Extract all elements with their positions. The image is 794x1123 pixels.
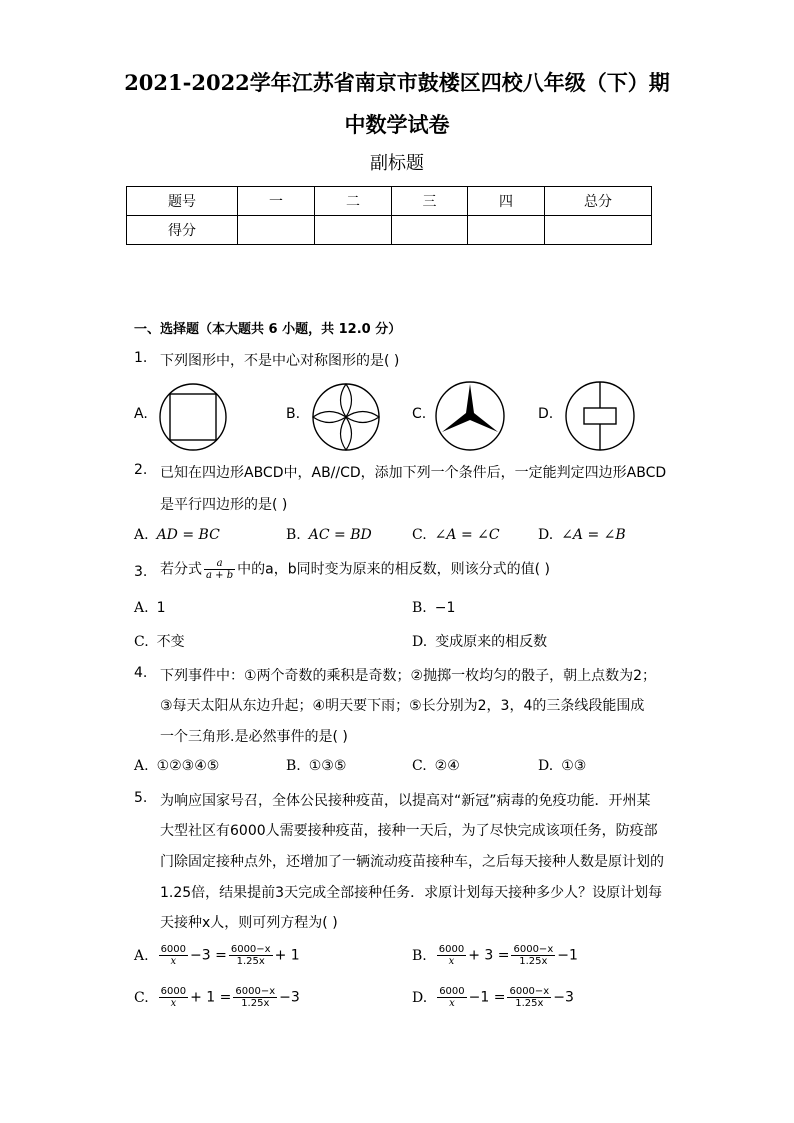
question-number: 5. [134,790,148,806]
option-text: ①③⑤ [308,758,347,774]
fraction [437,944,466,967]
score-input-cell[interactable] [545,216,652,245]
fraction-numerator: a [204,558,235,570]
score-input-cell[interactable] [468,216,545,245]
fraction-numerator: 6000−x [509,986,550,997]
option-d[interactable] [412,986,574,1009]
question-text-line: 门除固定接种点外，还增加了一辆流动疫苗接种车，之后每天接种人数是原计划的 [160,854,664,870]
fraction [511,944,555,967]
option-label: B. [412,600,427,616]
question-text: 下列图形中，不是中心对称图形的是( ) [160,353,400,369]
fraction-numerator: 6000−x [513,944,554,955]
option-text: 1 [156,600,166,616]
score-cell: 总分 [545,187,652,216]
equation-mid: + 1 = [190,989,232,1006]
equation-mid: + 3 = [468,947,510,964]
subtitle: 副标题 [370,153,424,174]
option-label: C. [412,758,427,774]
option-d[interactable] [412,631,547,651]
option-d[interactable] [538,527,626,543]
option-text: AC = BD [308,527,372,543]
option-text: ①③ [561,758,587,774]
option-label: B. [412,947,427,964]
question-text-line: 为响应国家号召，全体公民接种疫苗，以提高对“新冠”病毒的免疫功能．开州某 [160,793,651,809]
equation-mid: −3 = [190,947,227,964]
option-b[interactable] [286,758,346,774]
option-a[interactable] [134,527,220,543]
question-text-pre: 若分式 [160,561,202,578]
question-number: 4. [134,665,148,681]
exam-title [100,62,694,146]
figure-d-circle-rectangle-icon [564,380,636,452]
option-b[interactable] [412,944,578,967]
fraction [229,944,273,967]
fraction-numerator: 6000−x [235,986,276,997]
score-cell: 题号 [127,187,238,216]
fraction-denominator: 1.25x [515,998,544,1009]
option-label: D. [412,634,428,650]
option-label: D. [538,527,554,543]
question-text-line: 天接种x人，则可列方程为( ) [160,915,338,931]
fraction-numerator: 6000 [160,986,187,997]
option-label: A. [134,758,149,774]
option-label: A. [134,600,149,616]
question-text-line: 下列事件中：①两个奇数的乘积是奇数；②抛掷一枚均匀的骰子，朝上点数为2； [160,668,657,684]
score-table-score-row [127,216,652,245]
question-text-line: 一个三角形.是必然事件的是( ) [160,729,348,745]
section-heading: 一、选择题（本大题共 6 小题，共 12.0 分） [134,322,402,337]
score-cell: 四 [468,187,545,216]
option-label: B. [286,527,301,543]
question-text-post: 中的a，b同时变为原来的相反数，则该分式的值( ) [237,561,550,578]
question-text-line: 已知在四边形ABCD中，AB//CD，添加下列一个条件后，一定能判定四边形ABCD [160,465,667,481]
option-text: AD = BC [156,527,220,543]
option-label: C. [412,406,427,422]
fraction-denominator: x [170,998,177,1009]
option-label: C. [134,634,149,650]
option-text: 不变 [156,634,185,650]
option-label: A. [134,406,148,422]
fraction [437,986,466,1009]
option-b[interactable] [412,600,455,616]
score-input-cell[interactable] [392,216,468,245]
title-line-1: 2021-2022学年江苏省南京市鼓楼区四校八年级（下）期 [124,70,670,95]
fraction-numerator: 6000 [160,944,187,955]
fraction [159,986,188,1009]
score-input-cell[interactable] [238,216,315,245]
fraction [233,986,277,1009]
option-label: B. [286,406,301,422]
fraction-denominator: 1.25x [236,956,265,967]
option-label: D. [538,758,554,774]
question-text-line: ③每天太阳从东边升起；④明天要下雨；⑤长分别为2，3，4的三条线段能围成 [160,698,645,714]
question-text-line: 1.25倍，结果提前3天完成全部接种任务．求原计划每天接种多少人？设原计划每 [160,885,663,901]
score-input-cell[interactable] [315,216,392,245]
option-a[interactable] [134,758,219,774]
option-a[interactable] [134,600,165,616]
option-text: 变成原来的相反数 [435,634,548,650]
fraction-numerator: 6000−x [230,944,271,955]
option-text: −1 [434,600,456,616]
score-cell: 三 [392,187,468,216]
equation-tail: −3 [553,989,574,1006]
option-label: B. [286,758,301,774]
equation-mid: −1 = [468,989,506,1006]
question-number: 2. [134,462,148,478]
option-b[interactable] [286,527,372,543]
equation-tail: −3 [279,989,300,1006]
question-text-line: 是平行四边形的是( ) [160,497,288,513]
option-c[interactable] [412,758,460,774]
figure-b-circle-petals-icon [311,382,381,452]
question-number: 3. [134,564,148,580]
option-text: ①②③④⑤ [156,758,220,774]
question-number: 1. [134,350,148,366]
fraction-denominator: x [448,956,455,967]
fraction [159,944,188,967]
score-table-header-row [127,187,652,216]
fraction-numerator: 6000 [439,986,465,997]
option-label: A. [134,527,149,543]
option-d[interactable] [538,758,586,774]
fraction-denominator: x [170,956,177,967]
fraction [507,986,551,1009]
fraction-denominator: 1.25x [519,956,548,967]
option-c[interactable] [134,631,185,651]
figure-c-circle-trefoil-icon [434,380,506,452]
option-c[interactable] [412,527,500,543]
title-line-2: 中数学试卷 [344,112,450,137]
question-text [160,558,680,581]
option-c[interactable] [134,986,300,1009]
score-cell: 二 [315,187,392,216]
option-text: ∠A = ∠C [434,527,500,543]
figure-a-circle-square-icon [158,382,228,452]
fraction-denominator: x [449,998,455,1009]
option-label: D. [412,989,428,1006]
equation-tail: −1 [557,947,578,964]
question-text-line: 大型社区有6000人需要接种疫苗，接种一天后，为了尽快完成该项任务，防疫部 [160,823,658,839]
option-text: ②④ [434,758,460,774]
fraction [204,558,235,581]
fraction-denominator: a + b [206,570,234,581]
option-label: D. [538,406,554,422]
option-label: A. [134,947,149,964]
score-cell: 一 [238,187,315,216]
score-cell: 得分 [127,216,238,245]
score-table [126,186,652,245]
fraction-numerator: 6000 [438,944,465,955]
option-label: C. [412,527,427,543]
option-label: C. [134,989,149,1006]
option-a[interactable] [134,944,300,967]
equation-tail: + 1 [274,947,300,964]
option-text: ∠A = ∠B [561,527,626,543]
fraction-denominator: 1.25x [241,998,270,1009]
